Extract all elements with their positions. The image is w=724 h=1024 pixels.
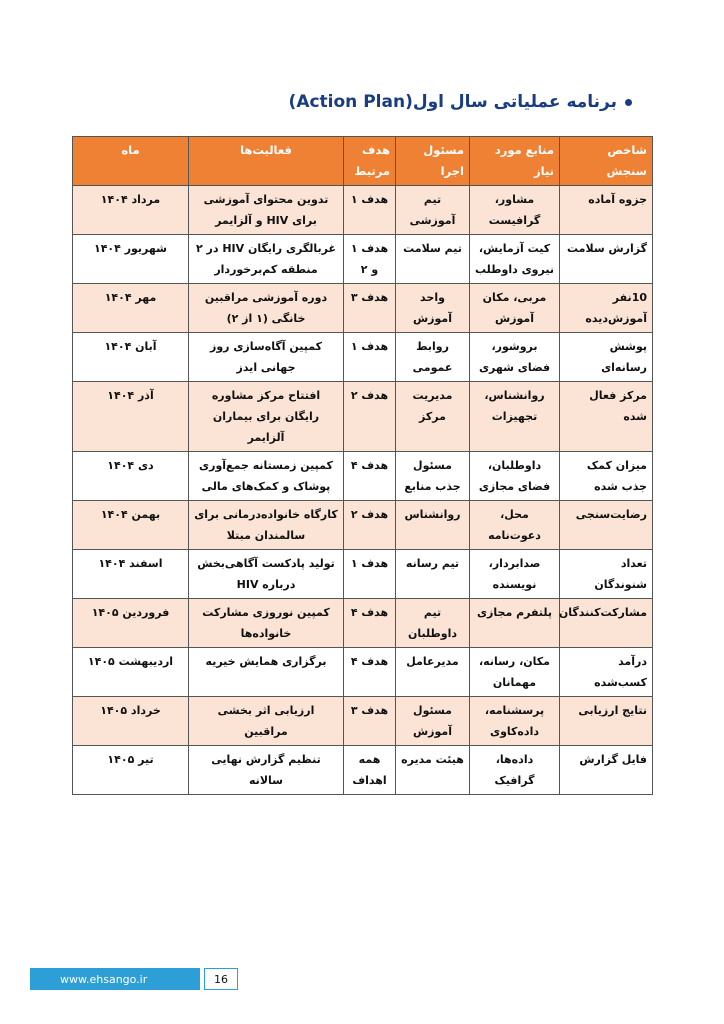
- cell-month: شهریور ۱۴۰۴: [73, 235, 189, 284]
- cell-owner: تیم آموزشی: [396, 186, 470, 235]
- cell-goal: هدف ۴: [344, 648, 396, 697]
- cell-month: اسفند ۱۴۰۴: [73, 550, 189, 599]
- cell-resources: صدابردار، نویسنده: [470, 550, 560, 599]
- cell-resources: داده‌ها، گرافیک: [470, 746, 560, 795]
- cell-month: بهمن ۱۴۰۴: [73, 501, 189, 550]
- header-resources: منابع مورد نیاز: [470, 137, 560, 186]
- cell-owner: تیم داوطلبان: [396, 599, 470, 648]
- cell-resources: محل، دعوت‌نامه: [470, 501, 560, 550]
- header-goal: هدف مرتبط: [344, 137, 396, 186]
- cell-activity: دوره آموزشی مراقبین خانگی (۱ از ۲): [189, 284, 344, 333]
- cell-month: تیر ۱۴۰۵: [73, 746, 189, 795]
- page-footer: [30, 968, 238, 990]
- cell-resources: مشاور، گرافیست: [470, 186, 560, 235]
- cell-month: خرداد ۱۴۰۵: [73, 697, 189, 746]
- cell-indicator: 10نفر آموزش‌دیده: [560, 284, 653, 333]
- table-row: [73, 333, 653, 382]
- cell-goal: هدف ۱ و ۲: [344, 235, 396, 284]
- cell-activity: کمپین نوروزی مشارکت خانواده‌ها: [189, 599, 344, 648]
- cell-resources: مکان، رسانه، مهمانان: [470, 648, 560, 697]
- header-activities: فعالیت‌ها: [189, 137, 344, 186]
- table-row: [73, 501, 653, 550]
- cell-resources: مربی، مکان آموزش: [470, 284, 560, 333]
- table-header-row: [73, 137, 653, 186]
- header-indicator: شاخص سنجش: [560, 137, 653, 186]
- cell-goal: هدف ۱: [344, 186, 396, 235]
- cell-goal: هدف ۲: [344, 382, 396, 452]
- cell-month: اردیبهشت ۱۴۰۵: [73, 648, 189, 697]
- cell-activity: کمپین زمستانه جمع‌آوری پوشاک و کمک‌های مالی: [189, 452, 344, 501]
- table-row: [73, 382, 653, 452]
- table-row: [73, 599, 653, 648]
- cell-goal: همه اهداف: [344, 746, 396, 795]
- cell-activity: تنظیم گزارش نهایی سالانه: [189, 746, 344, 795]
- table-row: [73, 452, 653, 501]
- table-row: [73, 697, 653, 746]
- cell-owner: هیئت مدیره: [396, 746, 470, 795]
- header-month: ماه: [73, 137, 189, 186]
- cell-resources: پلتفرم مجازی: [470, 599, 560, 648]
- cell-goal: هدف ۳: [344, 697, 396, 746]
- action-plan-table: [72, 136, 653, 795]
- bullet-icon: [625, 99, 632, 106]
- cell-indicator: نتایج ارزیابی: [560, 697, 653, 746]
- cell-indicator: تعداد شنوندگان: [560, 550, 653, 599]
- cell-indicator: جزوه آماده: [560, 186, 653, 235]
- cell-owner: مسئول آموزش: [396, 697, 470, 746]
- cell-indicator: درآمد کسب‌شده: [560, 648, 653, 697]
- cell-month: مهر ۱۴۰۴: [73, 284, 189, 333]
- cell-activity: تولید پادکست آگاهی‌بخش درباره HIV: [189, 550, 344, 599]
- header-owner: مسئول اجرا: [396, 137, 470, 186]
- cell-indicator: فایل گزارش: [560, 746, 653, 795]
- cell-activity: تدوین محتوای آموزشی برای HIV و آلزایمر: [189, 186, 344, 235]
- cell-month: آبان ۱۴۰۴: [73, 333, 189, 382]
- cell-resources: پرسشنامه، داده‌کاوی: [470, 697, 560, 746]
- cell-owner: واحد آموزش: [396, 284, 470, 333]
- cell-activity: کمپین آگاه‌سازی روز جهانی ایدز: [189, 333, 344, 382]
- cell-indicator: مشارکت‌کنندگان: [560, 599, 653, 648]
- cell-indicator: رضایت‌سنجی: [560, 501, 653, 550]
- cell-activity: کارگاه خانواده‌درمانی برای سالمندان مبتلا: [189, 501, 344, 550]
- table-row: [73, 550, 653, 599]
- table-row: [73, 648, 653, 697]
- cell-indicator: میزان کمک جذب شده: [560, 452, 653, 501]
- cell-owner: تیم سلامت: [396, 235, 470, 284]
- cell-owner: مسئول جذب منابع: [396, 452, 470, 501]
- cell-goal: هدف ۴: [344, 452, 396, 501]
- cell-goal: هدف ۱: [344, 333, 396, 382]
- cell-owner: مدیرعامل: [396, 648, 470, 697]
- cell-month: مرداد ۱۴۰۴: [73, 186, 189, 235]
- cell-month: دی ۱۴۰۴: [73, 452, 189, 501]
- cell-owner: مدیریت مرکز: [396, 382, 470, 452]
- page-number: 16: [204, 968, 238, 990]
- cell-owner: روانشناس: [396, 501, 470, 550]
- cell-indicator: پوشش رسانه‌ای: [560, 333, 653, 382]
- cell-activity: ارزیابی اثر بخشی مراقبین: [189, 697, 344, 746]
- cell-resources: داوطلبان، فضای مجازی: [470, 452, 560, 501]
- cell-indicator: گزارش سلامت: [560, 235, 653, 284]
- website-url[interactable]: www.ehsango.ir: [30, 968, 200, 990]
- cell-month: فروردین ۱۴۰۵: [73, 599, 189, 648]
- table-row: [73, 235, 653, 284]
- cell-activity: غربالگری رایگان HIV در ۲ منطقه کم‌برخوردار: [189, 235, 344, 284]
- cell-goal: هدف ۳: [344, 284, 396, 333]
- cell-month: آذر ۱۴۰۴: [73, 382, 189, 452]
- cell-activity: افتتاح مرکز مشاوره رایگان برای بیماران آلزایمر: [189, 382, 344, 452]
- cell-goal: هدف ۲: [344, 501, 396, 550]
- cell-goal: هدف ۴: [344, 599, 396, 648]
- cell-owner: تیم رسانه: [396, 550, 470, 599]
- cell-resources: بروشور، فضای شهری: [470, 333, 560, 382]
- section-heading: [289, 92, 632, 112]
- table-row: [73, 284, 653, 333]
- table-row: [73, 186, 653, 235]
- cell-activity: برگزاری همایش خیریه: [189, 648, 344, 697]
- cell-resources: کیت آزمایش، نیروی داوطلب: [470, 235, 560, 284]
- cell-resources: روانشناس، تجهیزات: [470, 382, 560, 452]
- table-row: [73, 746, 653, 795]
- cell-owner: روابط عمومی: [396, 333, 470, 382]
- heading-text: برنامه عملیاتی سال اول(Action Plan): [288, 92, 617, 112]
- cell-indicator: مرکز فعال شده: [560, 382, 653, 452]
- cell-goal: هدف ۱: [344, 550, 396, 599]
